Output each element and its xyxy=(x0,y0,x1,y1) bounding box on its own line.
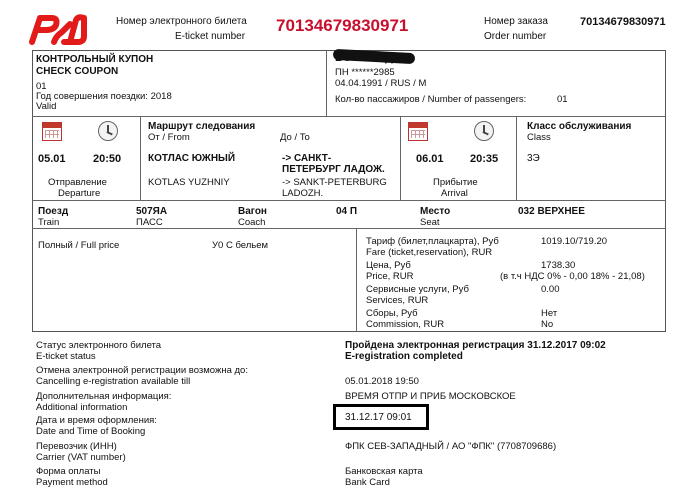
passport: ПН ******2985 xyxy=(335,67,395,78)
payment-value-ru: Банковская карта xyxy=(345,466,423,477)
ticket-number: 70134679830971 xyxy=(276,16,409,35)
rzd-logo xyxy=(26,10,92,48)
status-label-en: E-ticket status xyxy=(36,351,96,362)
departure-clock-icon xyxy=(98,121,118,141)
coupon-title-en: CHECK COUPON xyxy=(36,66,119,77)
tariff-value: 1019.10/719.20 xyxy=(541,236,608,247)
train-label-ru: Поезд xyxy=(38,206,69,217)
status-value-ru: Пройдена электронная регистрация 31.12.2017 09:02 xyxy=(345,340,606,351)
services-label-en: Services, RUR xyxy=(366,295,429,306)
fees-value-ru: Нет xyxy=(541,308,558,319)
from-station-ru: КОТЛАС ЮЖНЫЙ xyxy=(148,153,236,164)
price-label-ru: Цена, Руб xyxy=(366,260,411,271)
fees-value-en: No xyxy=(541,319,554,330)
cancel-label-en: Cancelling e-registration available till xyxy=(36,376,191,387)
ticket-number-label-en: E-ticket number xyxy=(175,31,246,42)
to-station-ru-1: -> САНКТ- xyxy=(282,153,332,164)
vat-breakdown: (в т.ч НДС 0% - 0,00 18% - 21,08) xyxy=(500,271,645,282)
price-label-en: Price, RUR xyxy=(366,271,414,282)
coach-number: 04 П xyxy=(336,206,358,217)
class-code: 3Э xyxy=(527,153,540,164)
cancel-value: 05.01.2018 19:50 xyxy=(345,376,419,387)
service-class-title: Класс обслуживания xyxy=(527,121,632,132)
carrier-label-ru: Перевозчик (ИНН) xyxy=(36,441,117,452)
coach-label-ru: Вагон xyxy=(238,206,267,217)
order-number-label-ru: Номер заказа xyxy=(484,16,548,27)
coupon-title-ru: КОНТРОЛЬНЫЙ КУПОН xyxy=(36,54,154,65)
seat-label-en: Seat xyxy=(420,217,440,228)
additional-info-label-en: Additional information xyxy=(36,402,128,413)
tariff-label-en: Fare (ticket,reservation), RUR xyxy=(366,247,493,258)
carrier-label-en: Carrier (VAT number) xyxy=(36,452,126,463)
payment-value-en: Bank Card xyxy=(345,477,390,488)
services-label-ru: Сервисные услуги, Руб xyxy=(366,284,469,295)
services-value: 0.00 xyxy=(541,284,560,295)
to-label: До / To xyxy=(280,132,310,143)
booking-label-en: Date and Time of Booking xyxy=(36,426,146,437)
to-station-en-2: LADOZH. xyxy=(282,188,324,199)
status-label-ru: Статус электронного билета xyxy=(36,340,162,351)
linen-option: У0 С бельем xyxy=(212,240,269,251)
departure-time: 20:50 xyxy=(93,153,122,165)
departure-label-en: Departure xyxy=(58,188,101,199)
status-value-en: E-registration completed xyxy=(345,351,463,362)
ticket-number-label-ru: Номер электронного билета xyxy=(116,16,247,27)
coupon-code: 01 xyxy=(36,81,47,92)
train-label-en: Train xyxy=(38,217,60,228)
booking-label-ru: Дата и время оформления: xyxy=(36,415,157,426)
seat-label-ru: Место xyxy=(420,206,451,217)
service-class-en: Class xyxy=(527,132,551,143)
additional-info-label-ru: Дополнительная информация: xyxy=(36,391,172,402)
payment-label-ru: Форма оплаты xyxy=(36,466,101,477)
arrival-label-en: Arrival xyxy=(441,188,468,199)
to-station-ru-2: ПЕТЕРБУРГ ЛАДОЖ. xyxy=(282,164,385,175)
route-title: Маршрут следования xyxy=(148,121,256,132)
train-number: 507ЯА xyxy=(136,206,168,217)
departure-label-ru: Отправление xyxy=(48,177,107,188)
arrival-time: 20:35 xyxy=(470,153,499,165)
order-number: 70134679830971 xyxy=(580,16,666,28)
train-type: ПАСС xyxy=(136,217,163,228)
arrival-clock-icon xyxy=(474,121,494,141)
seat-number: 032 ВЕРХНЕЕ xyxy=(518,206,585,217)
from-label: От / From xyxy=(148,132,190,143)
cancel-label-ru: Отмена электронной регистрации возможна до: xyxy=(36,365,248,376)
passengers-label: Кол-во пассажиров / Number of passengers: xyxy=(335,94,527,105)
carrier-value: ФПК СЕВ-ЗАПАДНЫЙ / АО "ФПК" (7708709686) xyxy=(345,441,557,452)
departure-date: 05.01 xyxy=(38,153,66,165)
fees-label-en: Commission, RUR xyxy=(366,319,445,330)
booking-value: 31.12.17 09:01 xyxy=(345,412,412,423)
payment-label-en: Payment method xyxy=(36,477,108,488)
additional-info-value: ВРЕМЯ ОТПР И ПРИБ МОСКОВСКОЕ xyxy=(345,391,516,402)
arrival-date: 06.01 xyxy=(416,153,444,165)
coach-label-en: Coach xyxy=(238,217,266,228)
price-value: 1738.30 xyxy=(541,260,576,271)
arrival-calendar-icon xyxy=(408,122,428,141)
price-type: Полный / Full price xyxy=(38,240,120,251)
tariff-label-ru: Тариф (билет,плацкарта), Руб xyxy=(366,236,499,247)
arrival-label-ru: Прибытие xyxy=(433,177,478,188)
order-number-label-en: Order number xyxy=(484,31,547,42)
trip-year: Год совершения поездки: 2018 xyxy=(36,91,172,102)
dob-country-sex: 04.04.1991 / RUS / M xyxy=(335,78,427,89)
from-station-en: KOTLAS YUZHNIY xyxy=(148,177,230,188)
departure-calendar-icon xyxy=(42,122,62,141)
passengers-count: 01 xyxy=(557,94,568,105)
valid-label: Valid xyxy=(36,101,57,112)
to-station-en-1: -> SANKT-PETERBURG xyxy=(282,177,387,188)
fees-label-ru: Сборы, Руб xyxy=(366,308,418,319)
